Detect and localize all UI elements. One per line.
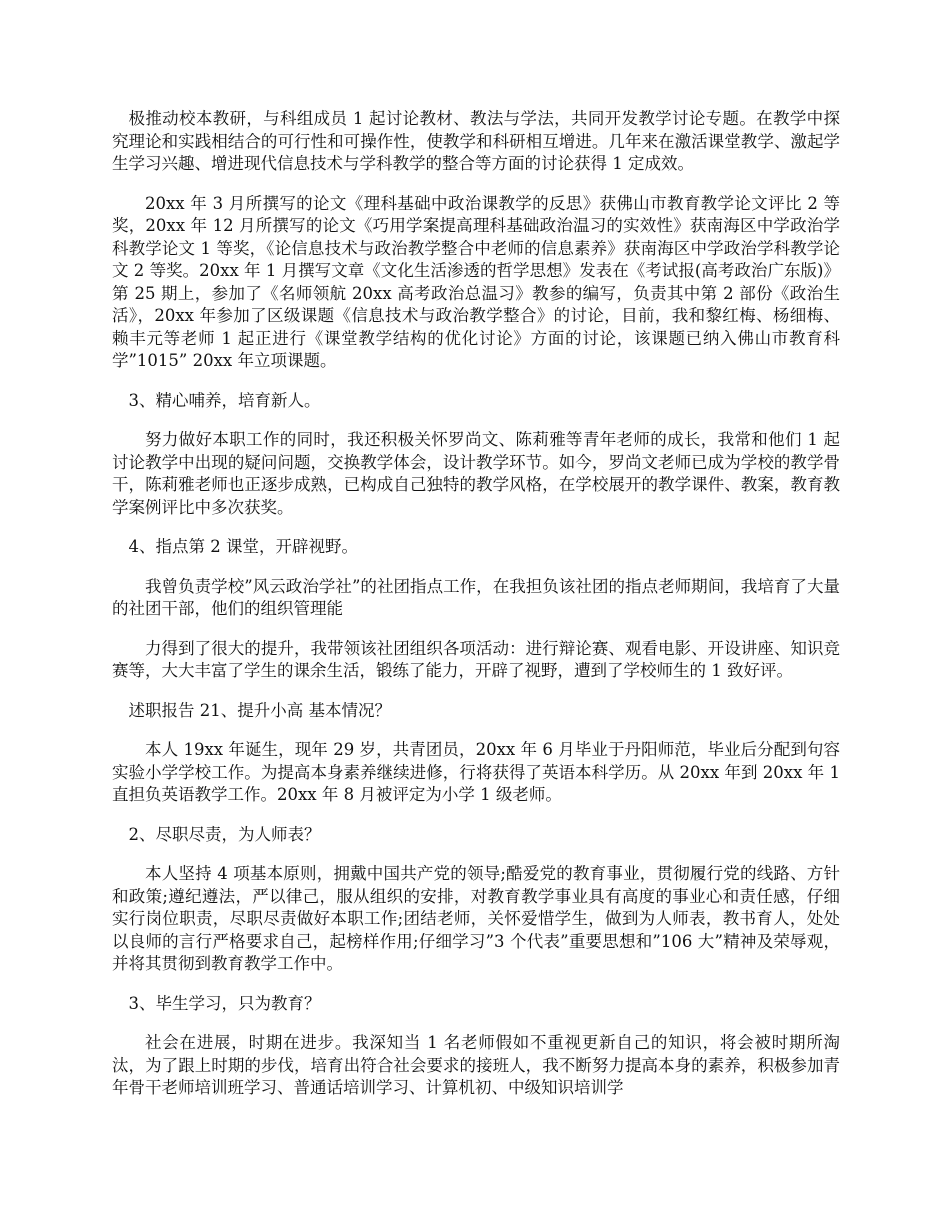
section-heading: 3、毕生学习，只为教育？: [128, 993, 321, 1013]
section-heading: 2、尽职尽责，为人师表？: [128, 824, 321, 844]
paragraph: 本人坚持 4 项基本原则，拥戴中国共产党的领导;酷爱党的教育事业，贯彻履行党的线路、方针和政策;遵纪遵法，严以律己，服从组织的安排，对教育教学事业具有高度的事业心和责任感，仔细实行岗位职责，尽职尽责做好本职工作;团结老师，关怀爱惜学生，做到为人师表，教书育人，处处以良师的言行严格要求自己，起榜样作用;仔细学习”3 个代表”重要思想和”106 大”精神及荣辱观，并将其贯彻到教育教学工作中。: [112, 864, 840, 973]
section-heading: 4、指点第 2 课堂，开辟视野。: [128, 537, 358, 556]
paragraph: 极推动校本教研，与科组成员 1 起讨论教材、教法与学法，共同开发教学讨论专题。在教学中探究理论和实践相结合的可行性和可操作性，使教学和科研相互增进。几年来在激活课堂教学、激起学生学习兴趣、增进现代信息技术与学科教学的整合等方面的讨论获得 1 定成效。: [112, 109, 840, 173]
paragraph: 力得到了很大的提升，我带领该社团组织各项活动：进行辩论赛、观看电影、开设讲座、知识竞赛等，大大丰富了学生的课余生活，锻练了能力，开辟了视野，遭到了学校师生的 1 致好评。: [112, 638, 840, 680]
paragraph: 社会在进展，时期在进步。我深知当 1 名老师假如不重视更新自己的知识，将会被时期所淘汰，为了跟上时期的步伐，培育出符合社会要求的接班人，我不断努力提高本身的素养，积极参加青年骨干老师培训班学习、普通话培训学习、计算机初、中级知识培训学: [112, 1033, 840, 1097]
section-heading: 述职报告 21、提升小高 基本情况？: [128, 700, 391, 720]
paragraph: 我曾负责学校”风云政治学社”的社团指点工作，在我担负该社团的指点老师期间，我培育了大量的社团干部，他们的组织管理能: [112, 576, 840, 618]
paragraph: 20xx 年 3 月所撰写的论文《理科基础中政治课教学的反思》获佛山市教育教学论文评比 2 等奖，20xx 年 12 月所撰写的论文《巧用学案提高理科基础政治温习的实效性》获南海区中学政治学科教学论文 1 等奖，《论信息技术与政治教学整合中老师的信息素养》获南海区中学政治学科教学论文 2 等奖。20xx 年 1 月撰写文章《文化生活渗透的哲学思想》发表在《考试报(高考政治广东版)》第 25 期上，参加了《名师领航 20xx 高考政治总温习》教参的编写，负责其中第 2 部份《政治生活》，20xx 年参加了区级课题《信息技术与政治教学整合》的讨论，目前，我和黎红梅、杨细梅、赖丰元等老师 1 起正进行《课堂教学结构的优化讨论》方面的讨论，该课题已纳入佛山市教育科学”1015” 20xx 年立项课题。: [112, 193, 840, 370]
paragraph: 努力做好本职工作的同时，我还积极关怀罗尚文、陈莉雅等青年老师的成长，我常和他们 1 起讨论教学中出现的疑问问题，交换教学体会，设计教学环节。如今，罗尚文老师已成为学校的教学骨干，陈莉雅老师也正逐步成熟，已构成自己独特的教学风格，在学校展开的教学课件、教案，教育教学案例评比中多次获奖。: [112, 430, 840, 517]
paragraph: 本人 19xx 年诞生，现年 29 岁，共青团员，20xx 年 6 月毕业于丹阳师范，毕业后分配到句容实验小学学校工作。为提高本身素养继续进修，行将获得了英语本科学历。从 20xx 年到 20xx 年 1 直担负英语教学工作。20xx 年 8 月被评定为小学 1 级老师。: [112, 740, 840, 804]
section-heading: 3、精心哺养，培育新人。: [128, 390, 321, 410]
